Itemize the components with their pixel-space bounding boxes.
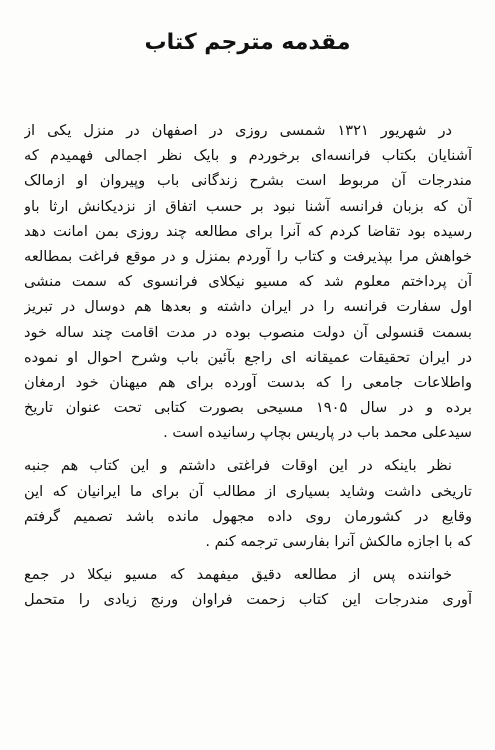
text-line: آوری مندرجات این کتاب زحمت فراوان ورنج زیادی را متحمل [24,591,472,609]
text-line: مندرجات آن مربوط است بشرح زندگانی باب وپیروان او ازمالک [24,172,472,190]
paragraph-gap [24,554,472,562]
text-line: برده و در سال ۱۹۰۵ مسیحی بصورت کتابی تحت عنوان تاریخ [24,399,472,417]
body-text [24,118,472,613]
text-line: خواننده پس از مطالعه دقیق میفهمد که مسیو نیکلا در جمع [24,566,452,584]
text-line: رسیده بود تقاضا کردم که آنرا برای مطالعه چند روزی بمن امانت دهد [24,222,472,240]
text-line: آن که بزبان فرانسه آشنا نبود بر حسب اتفاق از نزدیکانش ارثا باو [24,197,472,215]
text-line: آشنایان بکتاب فرانسه‌ای برخوردم و بایک نظر اجمالی فهمیدم که [24,147,472,165]
paragraph-gap [24,445,472,453]
text-line: تاریخی داشت وشاید بسیاری از مطالب آن برای ما ایرانیان که این [24,482,472,500]
text-line: بسمت قنسولی آن دولت منصوب بوده در مدت اقامت چند ساله خود [24,323,472,341]
text-line: خواهش مرا بپذیرفت و کتاب را آوردم بمنزل و در موقع فراغت بمطالعه [24,247,472,265]
text-line: در شهریور ۱۳۲۱ شمسی روزی در اصفهان در منزل یکی از [24,122,452,139]
page-title: مقدمه مترجم کتاب [144,30,351,55]
paragraph-1 [24,118,472,445]
text-line: واطلاعات جامعی را که بدست آورده برای هم میهنان خود ارمغان [24,373,472,391]
text-line: در ایران تحقیقات عمیقانه ای راجع بآئین باب وشرح احوال او نموده [24,348,472,366]
paragraph-3 [24,562,472,612]
text-line: سیدعلی محمد باب در پاریس بچاپ رسانیده است . [163,424,472,442]
text-line: نظر باینکه در این اوقات فراغتی داشتم و این کتاب هم جنبه [24,457,452,475]
paragraph-2 [24,453,472,554]
text-line: وقایع در کشورمان روی داده مجهول مانده باشد تصمیم گرفتم [24,507,472,525]
text-line: که با اجازه مالکش آنرا بفارسی ترجمه کنم . [205,533,472,550]
text-line: اول سفارت فرانسه را در ایران داشته و بعدها هم دوسال در تبریز [24,298,472,316]
text-line: آن پرداختم معلوم شد که مسیو نیکلای فرانسوی که سمت منشی [24,273,472,291]
